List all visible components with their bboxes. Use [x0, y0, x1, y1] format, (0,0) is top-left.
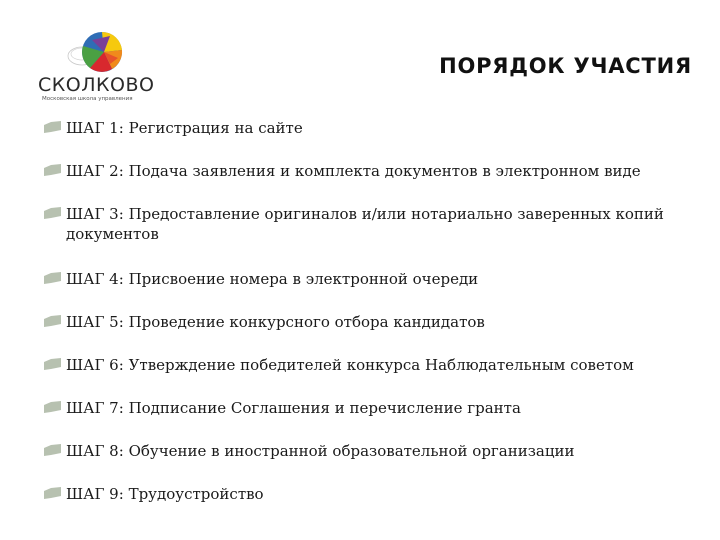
step-text: Трудоустройство	[128, 485, 264, 503]
logo-tagline: Московская школа управления	[42, 96, 133, 102]
folder-bullet-icon	[44, 315, 62, 327]
step-label: ШАГ 2:	[66, 162, 124, 180]
folder-bullet-icon	[44, 207, 62, 219]
step-2	[44, 161, 641, 181]
step-label: ШАГ 9:	[66, 485, 124, 503]
step-6	[44, 355, 634, 375]
step-text: Предоставление оригиналов и/или нотариально заверенных копий документов	[66, 205, 664, 243]
folder-bullet-icon	[44, 401, 62, 413]
step-text: Утверждение победителей конкурса Наблюдательным советом	[128, 356, 634, 374]
step-text: Подписание Соглашения и перечисление гранта	[128, 399, 521, 417]
step-text: Регистрация на сайте	[128, 119, 303, 137]
step-label: ШАГ 6:	[66, 356, 124, 374]
folder-bullet-icon	[44, 164, 62, 176]
step-text: Присвоение номера в электронной очереди	[128, 270, 479, 288]
step-text: Проведение конкурсного отбора кандидатов	[128, 313, 485, 331]
step-1	[44, 118, 303, 138]
step-label: ШАГ 5:	[66, 313, 124, 331]
step-label: ШАГ 1:	[66, 119, 124, 137]
folder-bullet-icon	[44, 358, 62, 370]
step-8	[44, 441, 575, 461]
folder-bullet-icon	[44, 121, 62, 133]
skolkovo-globe-icon	[66, 28, 126, 80]
step-7	[44, 398, 521, 418]
page-title: ПОРЯДОК УЧАСТИЯ	[439, 54, 692, 78]
step-label: ШАГ 8:	[66, 442, 124, 460]
logo-name: СКОЛКОВО	[38, 74, 155, 96]
step-text: Обучение в иностранной образовательной организации	[128, 442, 575, 460]
skolkovo-logo	[38, 28, 158, 106]
folder-bullet-icon	[44, 272, 62, 284]
folder-bullet-icon	[44, 444, 62, 456]
step-4	[44, 269, 478, 289]
folder-bullet-icon	[44, 487, 62, 499]
step-label: ШАГ 7:	[66, 399, 124, 417]
step-label: ШАГ 4:	[66, 270, 124, 288]
step-label: ШАГ 3:	[66, 205, 124, 223]
step-3	[44, 204, 694, 244]
step-text: Подача заявления и комплекта документов в электронном виде	[128, 162, 641, 180]
step-5	[44, 312, 485, 332]
step-9	[44, 484, 264, 504]
